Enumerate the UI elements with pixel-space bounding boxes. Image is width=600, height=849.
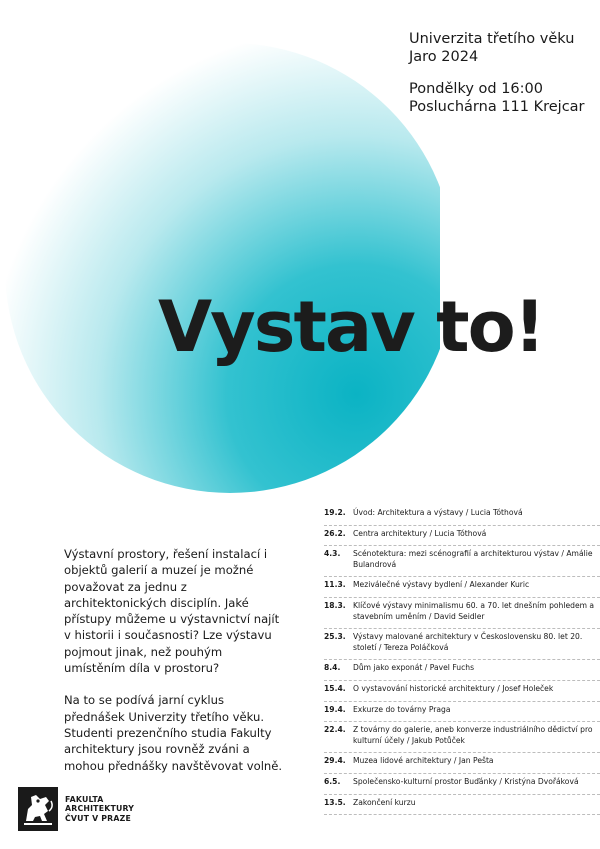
- schedule-row: [324, 577, 600, 598]
- schedule-topic: Společensko-kulturní prostor Buďánky / Kristýna Dvořáková: [353, 776, 579, 786]
- schedule-date: 18.3.: [324, 600, 346, 610]
- schedule-row: [324, 702, 600, 723]
- schedule-row: [324, 526, 600, 547]
- schedule-row: [324, 681, 600, 702]
- header-university: Univerzita třetího věku: [409, 31, 575, 47]
- schedule-date: 26.2.: [324, 528, 346, 538]
- schedule-date: 15.4.: [324, 683, 346, 693]
- logo-line-1: FAKULTA: [65, 794, 104, 804]
- schedule-topic: O vystavování historické architektury / Josef Holeček: [353, 683, 554, 693]
- schedule-row: [324, 722, 600, 753]
- poster-title: Vystav to!: [158, 286, 544, 368]
- schedule-topic: Muzea lidové architektury / Jan Pešta: [353, 756, 494, 766]
- lecture-schedule: [324, 505, 600, 815]
- schedule-row: [324, 795, 600, 816]
- schedule-topic: Výstavy malované architektury v Československu 80. let 20. století / Tereza Poláčková: [353, 632, 583, 652]
- header-info: [409, 30, 585, 116]
- schedule-row: [324, 753, 600, 774]
- schedule-topic: Z továrny do galerie, aneb konverze industriálního dědictví pro kulturní účely / Jakub Potůček: [353, 725, 593, 745]
- schedule-topic: Zakončení kurzu: [353, 797, 416, 807]
- schedule-row: [324, 546, 600, 577]
- logo-line-2: ARCHITEKTURY: [65, 804, 135, 814]
- schedule-topic: Scénotektura: mezi scénografií a architekturou výstav / Amálie Bulandrová: [353, 549, 593, 569]
- schedule-date: 25.3.: [324, 632, 346, 642]
- schedule-row: [324, 660, 600, 681]
- schedule-date: 6.5.: [324, 776, 341, 786]
- schedule-date: 13.5.: [324, 797, 346, 807]
- schedule-topic: Meziválečné výstavy bydlení / Alexander Kuric: [353, 580, 530, 590]
- schedule-row: [324, 505, 600, 526]
- header-time: Pondělky od 16:00: [409, 81, 543, 97]
- logo-text: [65, 795, 134, 824]
- ctu-lion-logo-icon: [18, 787, 58, 831]
- schedule-topic: Dům jako exponát / Pavel Fuchs: [353, 663, 475, 673]
- schedule-topic: Klíčové výstavy minimalismu 60. a 70. let dnešním pohledem a stavebním uměním / David Seidler: [353, 600, 595, 621]
- schedule-topic: Exkurze do továrny Praga: [353, 704, 451, 714]
- schedule-row: [324, 629, 600, 660]
- schedule-row: [324, 774, 600, 795]
- schedule-date: 19.4.: [324, 704, 346, 714]
- intro-paragraph-1: Výstavní prostory, řešení instalací i objektů galerií a muzeí je možné považovat za jednu z architektonických disciplín. Jaké přístupy můžeme u výstavnictví najít v historii i současnosti? Lze výstavu pojmout jinak, než pouhým umístěním díla v prostoru?: [64, 547, 280, 676]
- faculty-logo: [18, 787, 134, 831]
- cyan-gradient-circle: [0, 38, 440, 498]
- header-room: Posluchárna 111 Krejcar: [409, 99, 585, 115]
- logo-line-3: ČVUT V PRAZE: [65, 813, 132, 823]
- schedule-date: 8.4.: [324, 663, 341, 673]
- schedule-date: 29.4.: [324, 756, 346, 766]
- schedule-row: [324, 598, 600, 629]
- schedule-topic: Úvod: Architektura a výstavy / Lucia Tóthová: [353, 508, 523, 517]
- schedule-date: 19.2.: [324, 508, 346, 517]
- schedule-date: 11.3.: [324, 580, 346, 590]
- header-semester: Jaro 2024: [409, 49, 479, 65]
- schedule-date: 4.3.: [324, 549, 341, 559]
- intro-text: [64, 546, 284, 790]
- intro-paragraph-2: Na to se podívá jarní cyklus přednášek Univerzity třetího věku. Studenti prezenčního studia Fakulty architektury jsou rovněž zváni a mohou přednášky navštěvovat volně.: [64, 693, 283, 773]
- schedule-topic: Centra architektury / Lucia Tóthová: [353, 528, 487, 538]
- schedule-date: 22.4.: [324, 725, 346, 735]
